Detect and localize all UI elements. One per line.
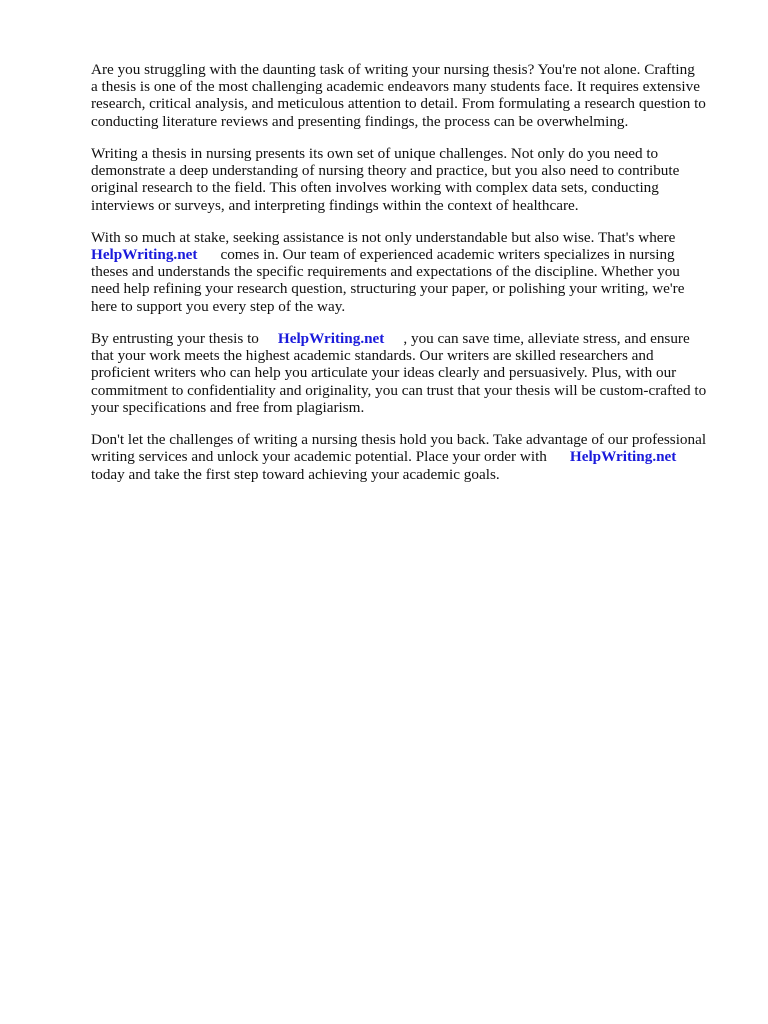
text-line bbox=[91, 246, 731, 263]
text-line: conducting literature reviews and presenting findings, the process can be overwhelming. bbox=[91, 112, 629, 130]
text-line: here to support you every step of the way. bbox=[91, 297, 346, 315]
text-segment: By entrusting your thesis to bbox=[91, 330, 259, 347]
text-segment: , you can save time, alleviate stress, and ensure bbox=[403, 330, 690, 347]
text-line: commitment to confidentiality and originality, you can trust that your thesis will be custom-crafted to bbox=[91, 381, 707, 399]
text-line: demonstrate a deep understanding of nursing theory and practice, but you also need to contribute bbox=[91, 162, 680, 180]
paragraph-entrusting bbox=[91, 330, 731, 416]
text-line: a thesis is one of the most challenging academic endeavors many students face. It requires extensive bbox=[91, 78, 700, 96]
text-line: Writing a thesis in nursing presents its own set of unique challenges. Not only do you need to bbox=[91, 144, 659, 162]
text-line: research, critical analysis, and meticulous attention to detail. From formulating a research question to bbox=[91, 95, 706, 113]
text-line: With so much at stake, seeking assistance is not only understandable but also wise. That's where bbox=[91, 228, 676, 246]
text-line: your specifications and free from plagiarism. bbox=[91, 398, 365, 416]
text-line: Are you struggling with the daunting task of writing your nursing thesis? You're not alone. Crafting bbox=[91, 61, 695, 78]
helpwriting-link[interactable]: HelpWriting.net bbox=[91, 246, 198, 264]
helpwriting-link[interactable]: HelpWriting.net bbox=[569, 448, 677, 466]
text-line: Don't let the challenges of writing a nursing thesis hold you back. Take advantage of our professional bbox=[91, 431, 707, 449]
text-line: need help refining your research question, structuring your paper, or polishing your writing, we're bbox=[91, 280, 685, 298]
paragraph-challenges bbox=[91, 145, 731, 214]
text-segment: comes in. Our team of experienced academic writers specializes in nursing bbox=[220, 246, 675, 264]
text-line: proficient writers who can help you articulate your ideas clearly and persuasively. Plus, with our bbox=[91, 364, 677, 382]
document-body bbox=[91, 61, 731, 498]
text-line bbox=[91, 448, 731, 465]
paragraph-intro bbox=[91, 61, 731, 130]
text-line bbox=[91, 330, 731, 347]
text-line: original research to the field. This often involves working with complex data sets, conducting bbox=[91, 179, 659, 197]
helpwriting-link[interactable]: HelpWriting.net bbox=[277, 330, 385, 347]
text-segment: writing services and unlock your academic potential. Place your order with bbox=[91, 448, 547, 466]
text-line: interviews or surveys, and interpreting findings within the context of healthcare. bbox=[91, 196, 579, 214]
text-line: that your work meets the highest academic standards. Our writers are skilled researchers and bbox=[91, 347, 654, 365]
paragraph-assistance bbox=[91, 229, 731, 315]
paragraph-call-to-action bbox=[91, 431, 731, 483]
text-line: today and take the first step toward achieving your academic goals. bbox=[91, 465, 500, 483]
text-line: theses and understands the specific requirements and expectations of the discipline. Whether you bbox=[91, 263, 680, 281]
